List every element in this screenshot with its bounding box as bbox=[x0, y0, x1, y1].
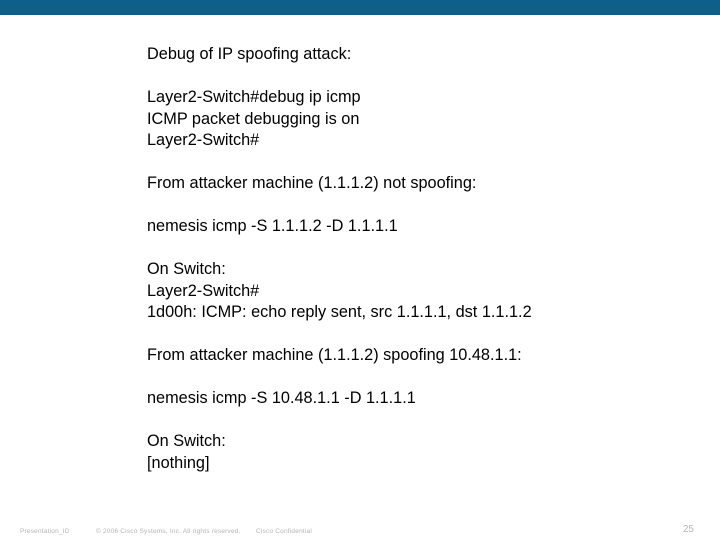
scenario-heading-spoofing: From attacker machine (1.1.1.2) spoofing 10.48.1.1: bbox=[147, 346, 522, 364]
slide-body bbox=[147, 44, 707, 474]
blank-line bbox=[147, 152, 707, 174]
footer-presentation-id: Presentation_ID bbox=[20, 528, 70, 535]
nothing-output-line: [nothing] bbox=[147, 453, 210, 472]
scenario-heading-not-spoofing: From attacker machine (1.1.1.2) not spoofing: bbox=[147, 174, 477, 192]
page-number: 25 bbox=[682, 524, 694, 535]
on-switch-label: On Switch: bbox=[147, 432, 226, 450]
slide-heading: Debug of IP spoofing attack: bbox=[147, 45, 352, 63]
blank-line bbox=[147, 410, 707, 432]
blank-line bbox=[147, 66, 707, 88]
cli-command-line: Layer2-Switch#debug ip icmp bbox=[147, 88, 361, 106]
blank-line bbox=[147, 238, 707, 260]
cli-output-line: ICMP packet debugging is on bbox=[147, 109, 360, 128]
blank-line bbox=[147, 367, 707, 389]
top-header-bar bbox=[0, 0, 720, 15]
icmp-debug-output-line: 1d00h: ICMP: echo reply sent, src 1.1.1.1, dst 1.1.1.2 bbox=[147, 303, 532, 321]
cli-prompt-line: Layer2-Switch# bbox=[147, 281, 260, 300]
cli-prompt-line: Layer2-Switch# bbox=[147, 131, 260, 149]
footer-copyright: © 2006 Cisco Systems, Inc. All rights reserved. bbox=[96, 528, 241, 535]
blank-line bbox=[147, 195, 707, 217]
blank-line bbox=[147, 324, 707, 346]
nemesis-command-line: nemesis icmp -S 1.1.1.2 -D 1.1.1.1 bbox=[147, 217, 398, 235]
nemesis-command-line: nemesis icmp -S 10.48.1.1 -D 1.1.1.1 bbox=[147, 389, 416, 407]
on-switch-label: On Switch: bbox=[147, 260, 226, 278]
footer-confidential: Cisco Confidential bbox=[256, 528, 312, 535]
